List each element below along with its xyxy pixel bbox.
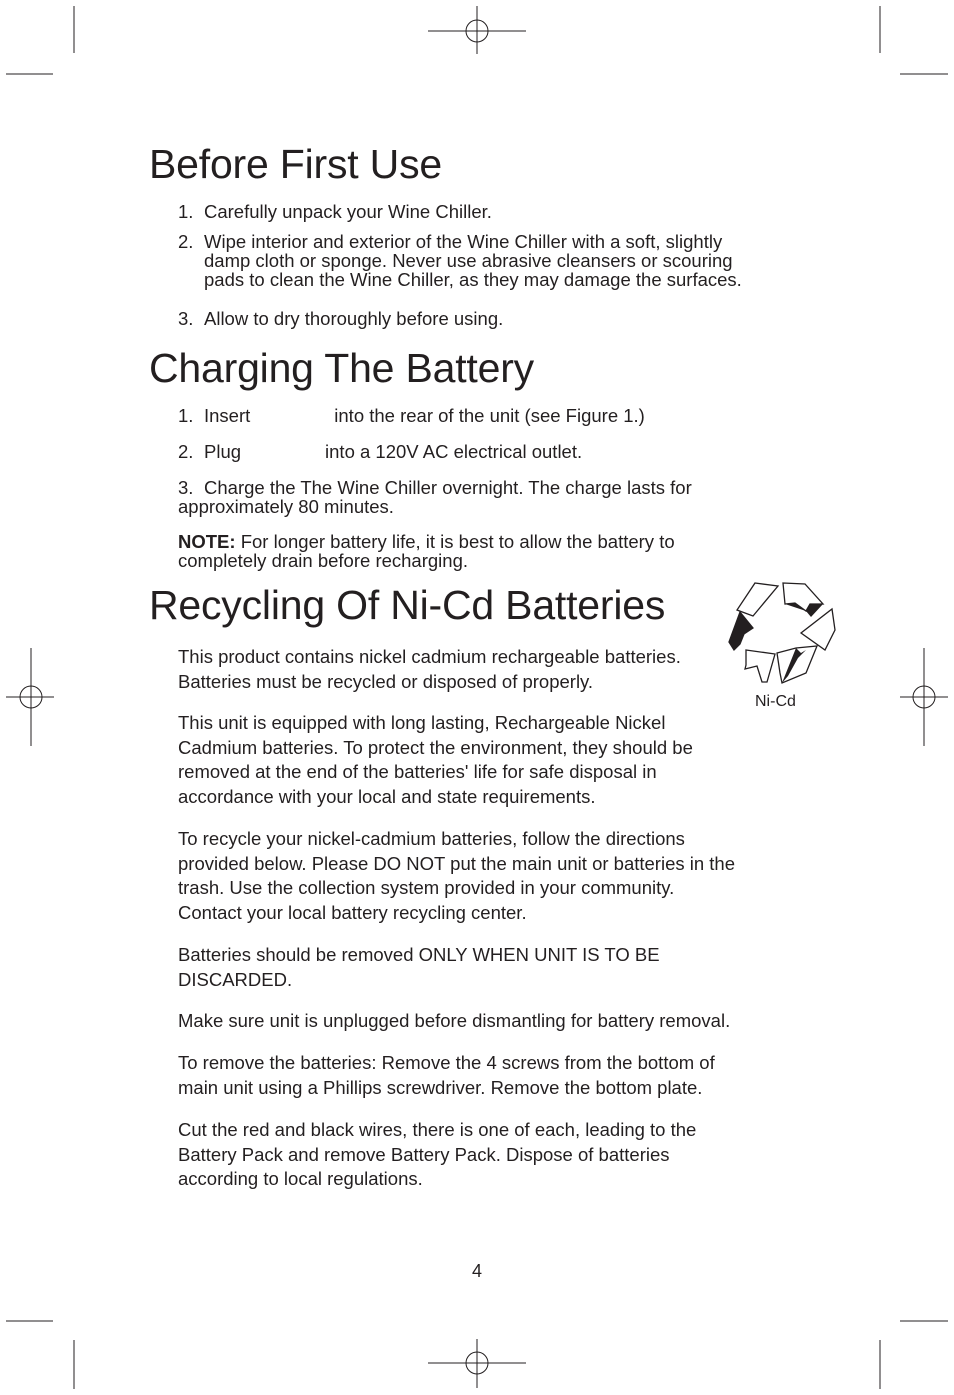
list-item: 3. Charge the The Wine Chiller overnight. The charge lasts for approximately 80 minutes. bbox=[178, 477, 692, 517]
registration-mark-right bbox=[900, 648, 948, 746]
paragraph: To remove the batteries: Remove the 4 screws from the bottom of main unit using a Phillips screwdriver. Remove the bottom plate. bbox=[178, 1052, 715, 1098]
paragraph: Make sure unit is unplugged before dismantling for battery removal. bbox=[178, 1010, 731, 1031]
registration-mark-bottom bbox=[428, 1339, 526, 1388]
list-item: 2. Plug into a 120V AC electrical outlet. bbox=[178, 441, 583, 462]
note: NOTE: For longer battery life, it is best to allow the battery to completely drain before recharging. bbox=[178, 531, 675, 571]
list-item: 2. Wipe interior and exterior of the Wine Chiller with a soft, slightly damp cloth or sponge. Never use abrasive cleansers or scouring pads to clean the Wine Chiller, as they may damage the surfaces. bbox=[178, 231, 742, 290]
page-number: 4 bbox=[471, 1261, 482, 1281]
paragraph: To recycle your nickel-cadmium batteries, follow the directions provided below. Please DO NOT put the main unit or batteries in the trash. Use the collection system provided in your community. Contact your local battery recycling center. bbox=[178, 828, 736, 923]
paragraph: This product contains nickel cadmium rechargeable batteries. Batteries must be recycled or disposed of properly. bbox=[178, 646, 681, 692]
list-item: 1. Insert into the rear of the unit (see Figure 1.) bbox=[178, 405, 645, 426]
paragraph: This unit is equipped with long lasting, Rechargeable Nickel Cadmium batteries. To protect the environment, they should be removed at the end of the batteries' life for safe disposal in accordance with your local and state requirements. bbox=[178, 712, 693, 807]
paragraph: Cut the red and black wires, there is one of each, leading to the Battery Pack and remove Battery Pack. Dispose of batteries according to local regulations. bbox=[178, 1119, 697, 1189]
section-heading-before-first-use: Before First Use bbox=[149, 141, 442, 187]
nicd-symbol-label: Ni-Cd bbox=[755, 693, 796, 710]
list-item: 1. Carefully unpack your Wine Chiller. bbox=[178, 201, 492, 222]
registration-mark-left bbox=[6, 648, 54, 746]
list-item: 3. Allow to dry thoroughly before using. bbox=[178, 308, 504, 329]
registration-mark-top bbox=[428, 6, 526, 54]
section-heading-recycling: Recycling Of Ni-Cd Batteries bbox=[149, 582, 666, 628]
section-heading-charging: Charging The Battery bbox=[149, 345, 534, 391]
paragraph: Batteries should be removed ONLY WHEN UNIT IS TO BE DISCARDED. bbox=[178, 944, 660, 990]
